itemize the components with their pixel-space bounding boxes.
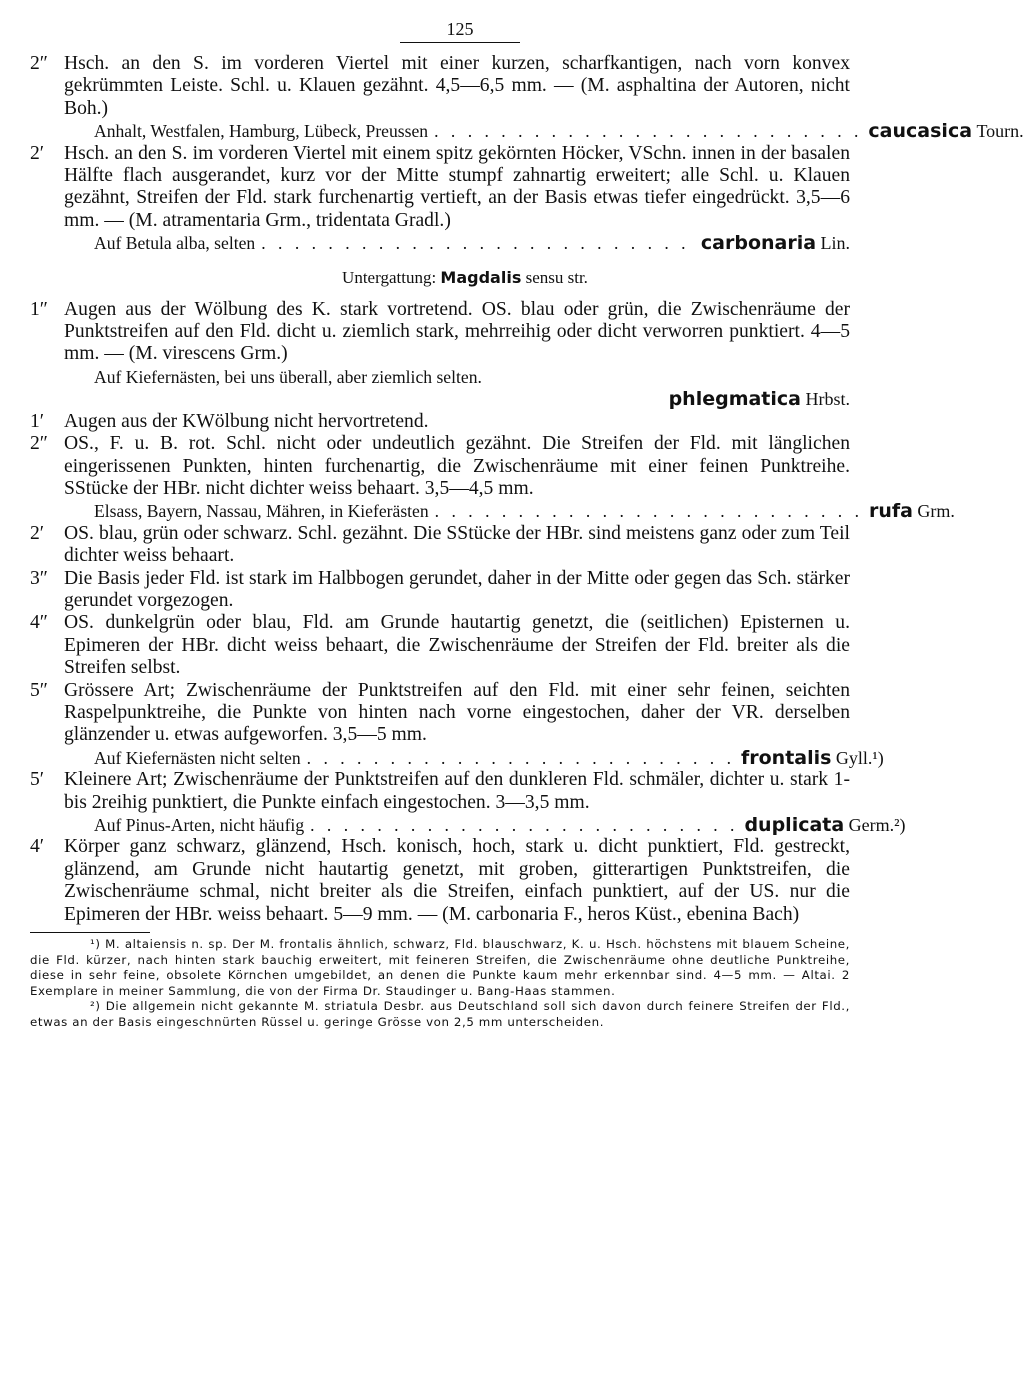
- locality-text: Anhalt, Westfalen, Hamburg, Lübeck, Preussen: [94, 121, 429, 142]
- leader-dots: . . . . . . . . . . . . . . . . . . . . . . . . . .: [434, 121, 863, 142]
- couplet-number: 2″: [30, 433, 48, 455]
- couplet-number: 1″: [30, 298, 48, 320]
- species-name: [741, 747, 884, 769]
- species-epithet: rufa: [869, 500, 913, 523]
- leader-dots: . . . . . . . . . . . . . . . . . . . . . . . . . .: [261, 233, 690, 254]
- couplet-number: 3″: [30, 567, 48, 589]
- couplet-text: OS., F. u. B. rot. Schl. nicht oder undeutlich gezähnt. Die Streifen der Fld. mit länglichen eingerissenen Punkten, hinten furchenartig, die Zwischenräume mit einer feinen Punktreihe. SStücke der HBr. nicht dichter weiss behaart. 3,5—4,5 mm.: [64, 433, 850, 499]
- key-couplet: [30, 53, 850, 120]
- key-couplet: [30, 568, 850, 613]
- locality-text: Auf Kiefernästen nicht selten: [94, 747, 301, 768]
- key-couplet: [30, 433, 850, 500]
- locality-text: Auf Kiefernästen, bei uns überall, aber ziemlich selten.: [94, 366, 482, 387]
- couplet-text: Augen aus der Wölbung des K. stark vortretend. OS. blau oder grün, die Zwischenräume der Punktstreifen auf den Fld. dicht u. ziemlich stark, mehrreihig oder dicht verworren punktiert. 4—5 mm. — (M. virescens Grm.): [64, 298, 850, 365]
- key-couplet: [30, 143, 850, 233]
- locality-line: [94, 746, 884, 769]
- species-name: [744, 814, 905, 836]
- key-couplet: [30, 411, 850, 433]
- couplet-text: Die Basis jeder Fld. ist stark im Halbbogen gerundet, daher in der Mitte oder gegen das Sch. stärker gerundet vorgezogen.: [64, 567, 850, 611]
- species-author: Hrbst.: [805, 389, 850, 410]
- couplet-number: 4′: [30, 836, 45, 858]
- couplet-number: 5′: [30, 769, 45, 791]
- couplet-number: 5″: [30, 679, 48, 701]
- locality-line: [94, 232, 850, 254]
- footnote-rule: [30, 932, 150, 933]
- couplet-text: Kleinere Art; Zwischenräume der Punktstreifen auf den dunkleren Fld. schmäler, dichter u. stark 1- bis 2reihig punktiert, die Punkte einfach eingestochen. 3—3,5 mm.: [64, 769, 850, 813]
- locality-line: [94, 814, 906, 836]
- key-couplet: [30, 769, 850, 814]
- species-epithet: carbonaria: [700, 232, 817, 255]
- locality-line: [94, 366, 850, 388]
- key-block-magdalis: [30, 298, 955, 926]
- species-line: [30, 388, 850, 410]
- species-epithet: frontalis: [740, 746, 832, 769]
- couplet-text: Hsch. an den S. im vorderen Viertel mit einem spitz gekörnten Höcker, VSchn. innen in der basalen Hälfte flach ausgerandet, kurz vor der Mitte stumpf zahnartig erweitert; alle Schl. u. Klauen gezähnt, Streifen der Fld. stark furchenartig vertieft, an der Basis etwas tiefer eingedrückt. 3,5—6 mm. — (M. atramentaria Grm., tridentata Gradl.): [64, 142, 850, 231]
- species-name: [868, 120, 1023, 142]
- footnote-paragraph: ²) Die allgemein nicht gekannte M. striatula Desbr. aus Deutschland soll sich davon durch feinere Streifen der Fld., etwas an der Basis eingeschnürten Rüssel u. geringe Grösse von 2,5 mm unterscheiden.: [30, 999, 850, 1029]
- species-author: Lin.: [820, 233, 850, 254]
- couplet-text: Körper ganz schwarz, glänzend, Hsch. konisch, hoch, stark u. dicht punktiert, Fld. gestreckt, glänzend, am Grunde nicht hautartig genetzt, mit groben, gitterartigen Punktstreifen, die Zwischenräume schmal, nicht breiter als die Streifen, einfach punktiert, auf der US. nur die Epimeren der HBr. weiss behaart. 5—9 mm. — (M. carbonaria F., heros Küst., ebenina Bach): [64, 836, 850, 925]
- locality-line: [94, 120, 1024, 143]
- couplet-number: 1′: [30, 410, 45, 432]
- key-couplet: [30, 836, 850, 926]
- couplet-number: 2′: [30, 522, 45, 544]
- header-rule: [400, 42, 520, 43]
- species-author: Gyll.¹): [835, 747, 884, 768]
- couplet-text: Hsch. an den S. im vorderen Viertel mit einer kurzen, scharfkantigen, nach vorn konvex gekrümmten Leiste. Schl. u. Klauen gezähnt. 4,5—6,5 mm. — (M. asphaltina der Autoren, nicht Boh.): [64, 53, 850, 119]
- species-name: [869, 500, 955, 522]
- couplet-number: 2″: [30, 53, 48, 74]
- locality-text: Auf Pinus-Arten, nicht häufig: [94, 815, 305, 835]
- subgenus-heading: Untergattung: Magdalis sensu str.: [342, 267, 588, 287]
- species-author: Tourn.: [976, 121, 1024, 142]
- species-epithet: caucasica: [868, 120, 973, 143]
- couplet-text: Augen aus der KWölbung nicht hervortretend.: [64, 410, 429, 432]
- species-epithet: phlegmatica: [668, 388, 801, 411]
- couplet-text: OS. dunkelgrün oder blau, Fld. am Grunde hautartig genetzt, die (seitlichen) Episternen u. Epimeren der HBr. dicht weiss behaart, die Zwischenräume der Streifen der Fld. breiter als die Streifen selbst.: [64, 612, 850, 679]
- footnote-paragraph: ¹) M. altaiensis n. sp. Der M. frontalis ähnlich, schwarz, Fld. blauschwarz, K. u. Hsch. höchstens mit blauem Scheine, die Fld. kürzer, nach hinten stark bauchig erweitert, mit feineren Streifen, die Zwischenräume ohne deutliche Punktreihe, diese in sehr feine, obsolete Körnchen umgebildet, an denen die Punkte kaum mehr erkennbar sind. 4—5 mm. — Altai. 2 Exemplare in meiner Sammlung, die von der Firma Dr. Staudinger u. Bang-Haas stammen.: [30, 937, 850, 998]
- key-couplet: [30, 680, 850, 747]
- locality-text: Elsass, Bayern, Nassau, Mähren, in Kieferästen: [94, 501, 429, 522]
- leader-dots: . . . . . . . . . . . . . . . . . . . . . . . . . .: [434, 501, 863, 522]
- species-name: [701, 232, 850, 254]
- species-author: Grm.: [917, 501, 955, 522]
- leader-dots: . . . . . . . . . . . . . . . . . . . . . . . . . .: [306, 747, 735, 768]
- locality-text: Auf Betula alba, selten: [94, 233, 256, 254]
- couplet-number: 2′: [30, 142, 45, 164]
- leader-dots: . . . . . . . . . . . . . . . . . . . . . . . . . .: [310, 815, 739, 835]
- footnotes: [30, 937, 850, 1031]
- couplet-text: Grössere Art; Zwischenräume der Punktstreifen auf den Fld. mit einer sehr feinen, seichten Raspelpunktreihe, die Punkte von hinten nach vorne eingestochen, daher der VR. derselben glänzender u. etwas aufgeworfen. 3,5—5 mm.: [64, 679, 850, 746]
- page-number: 125: [446, 19, 474, 39]
- couplet-number: 4″: [30, 612, 48, 634]
- key-couplet: [30, 612, 850, 679]
- key-couplet: [30, 299, 850, 366]
- key-block-carbonaria: [30, 53, 1024, 255]
- couplet-text: OS. blau, grün oder schwarz. Schl. gezähnt. Die SStücke der HBr. sind meistens ganz oder zum Teil dichter weiss behaart.: [64, 522, 850, 567]
- document-page: [30, 18, 1024, 1031]
- key-couplet: [30, 523, 850, 568]
- species-epithet: duplicata: [744, 814, 845, 836]
- species-author: Germ.²): [848, 815, 906, 835]
- locality-line: [94, 500, 955, 523]
- species-name: [669, 388, 850, 410]
